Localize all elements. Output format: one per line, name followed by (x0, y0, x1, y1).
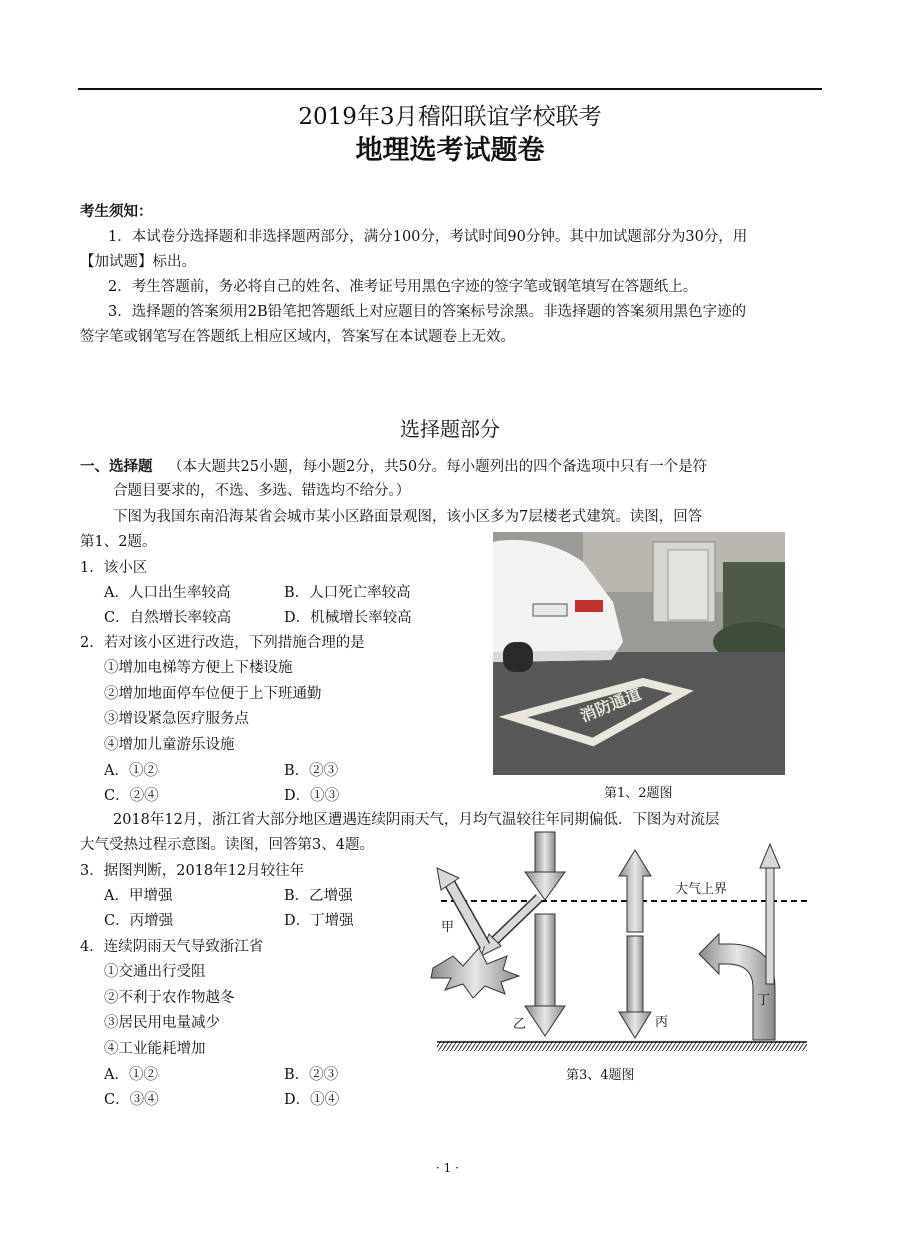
q3-option-a: A．甲增强 (104, 888, 173, 904)
figure-2-caption: 第3、4题图 (566, 1068, 635, 1083)
arrow-ding (699, 934, 775, 1040)
q2-option-b: B．②③ (284, 763, 339, 779)
q4-statement-2: ②不利于农作物越冬 (104, 990, 235, 1006)
label-yi: 乙 (513, 1017, 527, 1032)
notice-item-2: 2．考生答题前，务必将自己的姓名、准考证号用黑色字迹的签字笔或钢笔填写在答题纸上。 (108, 279, 698, 295)
notice-item-1: 1．本试卷分选择题和非选择题两部分，满分100分，考试时间90分钟。其中加试题部分为30分，用 (108, 229, 748, 245)
intro-1: 下图为我国东南沿海某省会城市某小区路面景观图，该小区多为7层楼老式建筑。读图，回答 (113, 509, 703, 525)
solar-radiation-arrow (525, 832, 565, 900)
intro-2-cont: 大气受热过程示意图。读图，回答第3、4题。 (80, 837, 374, 853)
q2-option-c: C．②④ (104, 788, 159, 804)
arrow-yi (525, 914, 565, 1036)
q2-stem: 2．若对该小区进行改造，下列措施合理的是 (80, 635, 365, 651)
atmosphere-diagram (423, 828, 815, 1058)
q2-statement-2: ②增加地面停车位便于上下班通勤 (104, 686, 322, 702)
page-number: · 1 · (436, 1161, 459, 1175)
q4-option-b: B．②③ (284, 1067, 339, 1083)
q2-statement-1: ①增加电梯等方便上下楼设施 (104, 660, 293, 676)
label-jia: 甲 (441, 920, 455, 935)
q2-option-d: D．①③ (284, 788, 340, 804)
part-label: 一、选择题 (80, 459, 153, 475)
q3-stem: 3．据图判断，2018年12月较往年 (80, 863, 305, 879)
q4-option-c: C．③④ (104, 1092, 159, 1108)
intro-2: 2018年12月，浙江省大部分地区遭遇连续阴雨天气，月均气温较往年同期偏低．下图为对流层 (113, 812, 720, 828)
q4-statement-4: ④工业能耗增加 (104, 1041, 206, 1057)
reflected-radiation-arrow (481, 898, 539, 956)
part-desc: （本大题共25小题，每小题2分，共50分。每小题列出的四个备选项中只有一个是符 (168, 459, 708, 475)
q3-option-b: B．乙增强 (284, 888, 353, 904)
ground-surface (437, 1042, 807, 1051)
q4-statement-3: ③居民用电量减少 (104, 1015, 220, 1031)
q4-option-d: D．①④ (284, 1092, 340, 1108)
figure-1-caption: 第1、2题图 (604, 786, 673, 801)
boundary-label: 大气上界 (675, 882, 728, 897)
notice-item-3: 3．选择题的答案须用2B铅笔把答题纸上对应题目的答案标号涂黑。非选择题的答案须用黑色字迹的 (108, 304, 747, 320)
section-title: 选择题部分 (400, 417, 500, 441)
q1-option-c: C．自然增长率较高 (104, 610, 232, 626)
q1-option-d: D．机械增长率较高 (284, 610, 412, 626)
q2-statement-3: ③增设紧急医疗服务点 (104, 711, 249, 727)
label-bing: 丙 (655, 1015, 669, 1030)
notice-item-3-cont: 签字笔或钢笔写在答题纸上相应区域内，答案写在本试题卷上无效。 (80, 329, 515, 345)
q4-statement-1: ①交通出行受阻 (104, 964, 206, 980)
label-ding: 丁 (757, 993, 771, 1008)
part-desc-cont: 合题目要求的，不选、多选、错选均不给分。） (113, 483, 411, 499)
notice-item-1-cont: 【加试题】标出。 (80, 254, 196, 270)
q4-stem: 4．连续阴雨天气导致浙江省 (80, 939, 264, 955)
exam-title: 2019年3月稽阳联谊学校联考 (298, 104, 602, 130)
intro-1-cont: 第1、2题。 (80, 534, 157, 550)
header-rule (78, 88, 822, 90)
parking-text: 消防通道 (577, 684, 644, 726)
exam-subtitle: 地理选考试题卷 (355, 135, 545, 166)
q1-option-a: A．人口出生率较高 (104, 585, 231, 601)
arrow-bing (619, 850, 651, 1038)
q1-stem: 1．该小区 (80, 560, 148, 576)
q3-option-d: D．丁增强 (284, 913, 354, 929)
q2-statement-4: ④增加儿童游乐设施 (104, 737, 235, 753)
q1-option-b: B．人口死亡率较高 (284, 585, 411, 601)
q2-option-a: A．①② (104, 763, 158, 779)
cloud-icon (431, 948, 519, 998)
parking-photo (493, 532, 785, 775)
q4-option-a: A．①② (104, 1067, 158, 1083)
q3-option-c: C．丙增强 (104, 913, 174, 929)
notice-heading: 考生须知： (80, 204, 153, 220)
